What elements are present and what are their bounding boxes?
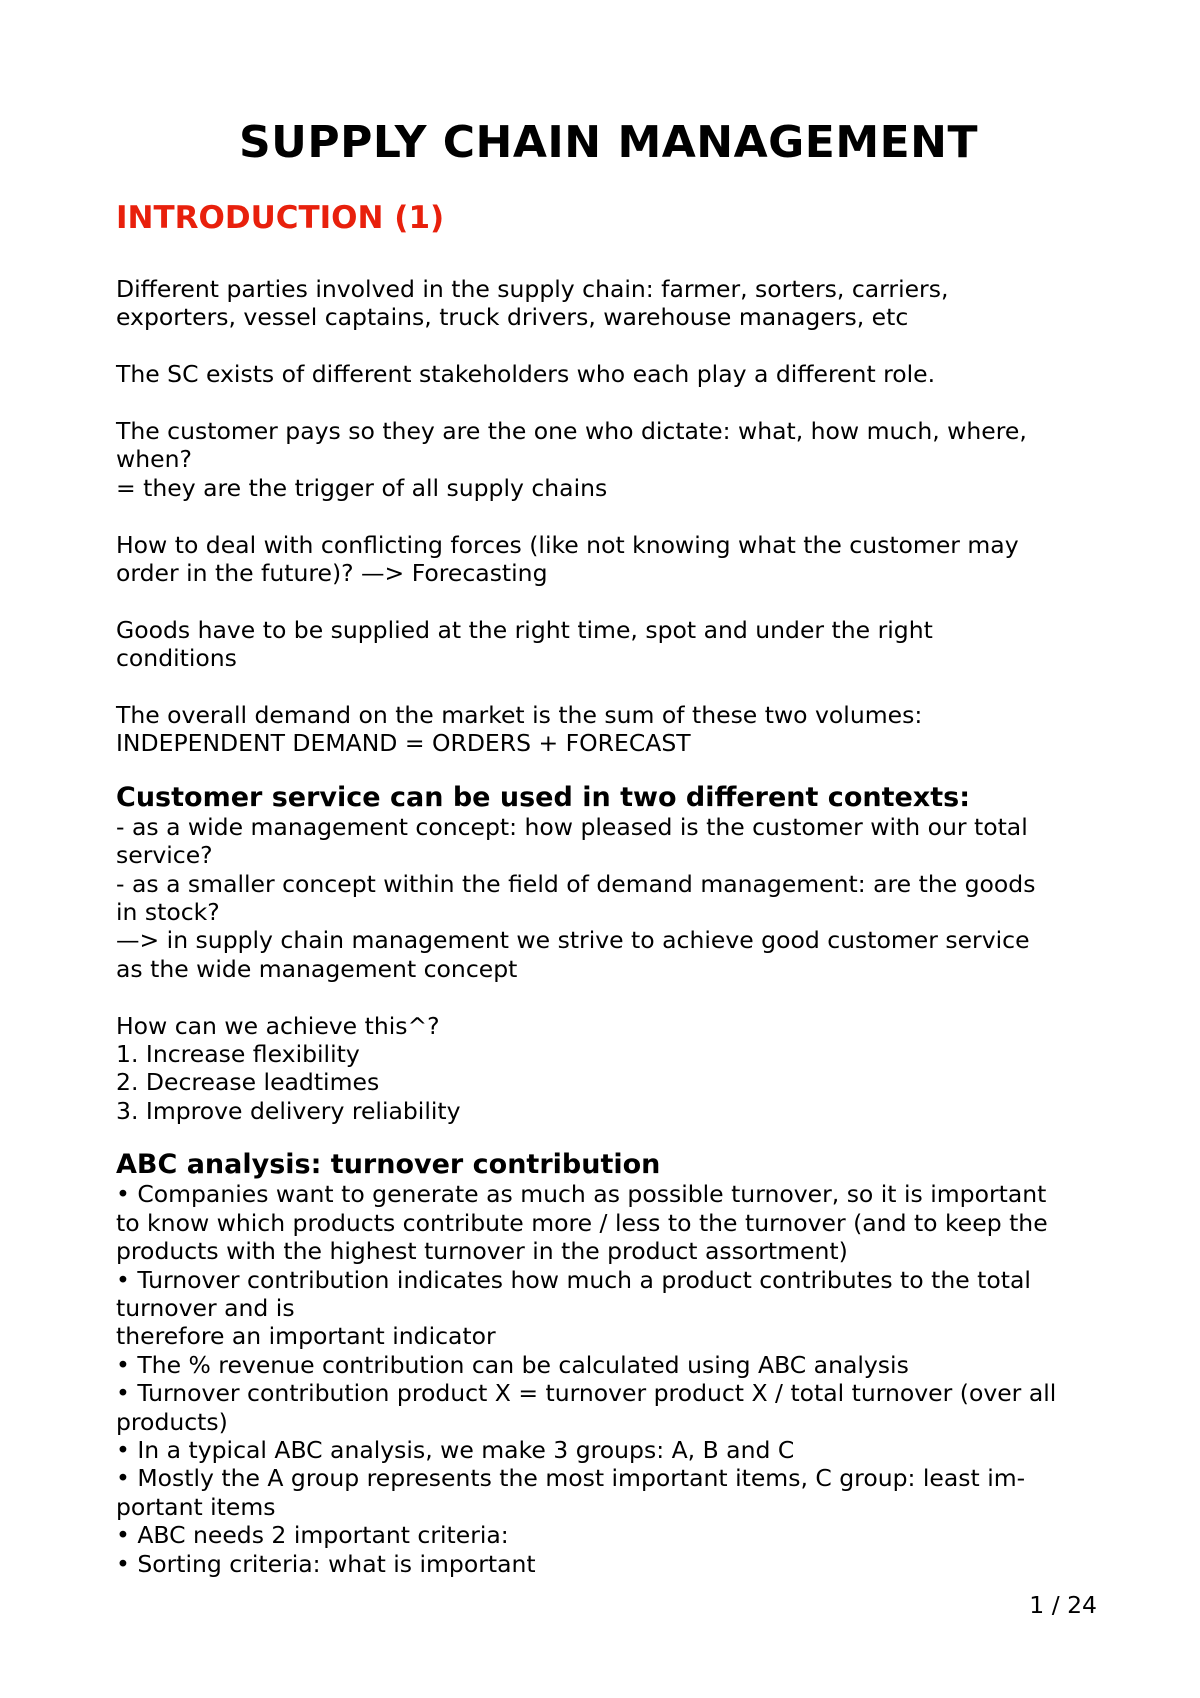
text-line: when? [116, 445, 192, 474]
text-line: The overall demand on the market is the sum of these two volumes: [116, 701, 923, 730]
text-line: turnover and is [116, 1293, 295, 1322]
text-line: —> in supply chain management we strive to achieve good customer service [116, 926, 1030, 955]
body-text [116, 275, 1101, 1606]
customer-service-section [116, 783, 1101, 983]
text-line: = they are the trigger of all supply chains [116, 473, 608, 502]
text-line: service? [116, 841, 213, 870]
text-line: • In a typical ABC analysis, we make 3 groups: A, B and C [116, 1435, 795, 1464]
text-line: - as a smaller concept within the field of demand management: are the goods [116, 869, 1036, 898]
paragraph-stakeholders [116, 360, 1101, 388]
text-line: products with the highest turnover in the product assortment) [116, 1237, 848, 1266]
text-line: How to deal with conflicting forces (like not knowing what the customer may [116, 530, 1019, 559]
text-line: • Mostly the A group represents the most important items, C group: least im- [116, 1464, 1026, 1493]
text-line: order in the future)? —> Forecasting [116, 559, 548, 588]
text-line: conditions [116, 644, 237, 673]
text-line: to know which products contribute more / less to the turnover (and to keep the [116, 1208, 1048, 1237]
text-line: - as a wide management concept: how pleased is the customer with our total [116, 812, 1028, 841]
paragraph-goods-supplied [116, 616, 1101, 673]
text-line: portant items [116, 1492, 276, 1521]
achieve-list [116, 1012, 1101, 1126]
text-line: • Turnover contribution product X = turnover product X / total turnover (over all [116, 1379, 1057, 1408]
text-line: products) [116, 1407, 228, 1436]
abc-analysis-heading: ABC analysis: turnover contribution [116, 1149, 661, 1181]
paragraph-conflicting-forces [116, 531, 1101, 588]
paragraph-customer-pays [116, 417, 1101, 502]
text-line: • ABC needs 2 important criteria: [116, 1521, 509, 1550]
list-item: 1. Increase flexibility [116, 1040, 360, 1069]
text-line: • Turnover contribution indicates how much a product contributes to the total [116, 1265, 1031, 1294]
list-item: 2. Decrease leadtimes [116, 1068, 380, 1097]
document-title: SUPPLY CHAIN MANAGEMENT [238, 117, 979, 168]
text-line: in stock? [116, 898, 220, 927]
section-heading-introduction: INTRODUCTION (1) [116, 200, 445, 236]
page-number: 1 / 24 [1029, 1591, 1097, 1619]
text-line: therefore an important indicator [116, 1322, 496, 1351]
paragraph-parties [116, 275, 1101, 332]
text-line: Different parties involved in the supply chain: farmer, sorters, carriers, [116, 275, 949, 303]
text-line: How can we achieve this^? [116, 1011, 440, 1040]
text-line: exporters, vessel captains, truck drivers, warehouse managers, etc [116, 303, 909, 332]
text-line: Goods have to be supplied at the right time, spot and under the right [116, 615, 933, 644]
text-line: INDEPENDENT DEMAND = ORDERS + FORECAST [116, 729, 691, 758]
text-line: The SC exists of different stakeholders who each play a different role. [116, 360, 936, 389]
list-item: 3. Improve delivery reliability [116, 1096, 461, 1125]
text-line: • Companies want to generate as much as possible turnover, so it is important [116, 1180, 1047, 1209]
text-line: The customer pays so they are the one who dictate: what, how much, where, [116, 417, 1027, 445]
text-line: • The % revenue contribution can be calculated using ABC analysis [116, 1350, 909, 1379]
abc-analysis-section [116, 1150, 1101, 1578]
text-line: • Sorting criteria: what is important [116, 1549, 536, 1578]
customer-service-heading: Customer service can be used in two different contexts: [116, 781, 970, 813]
paragraph-overall-demand [116, 701, 1101, 758]
text-line: as the wide management concept [116, 954, 518, 983]
